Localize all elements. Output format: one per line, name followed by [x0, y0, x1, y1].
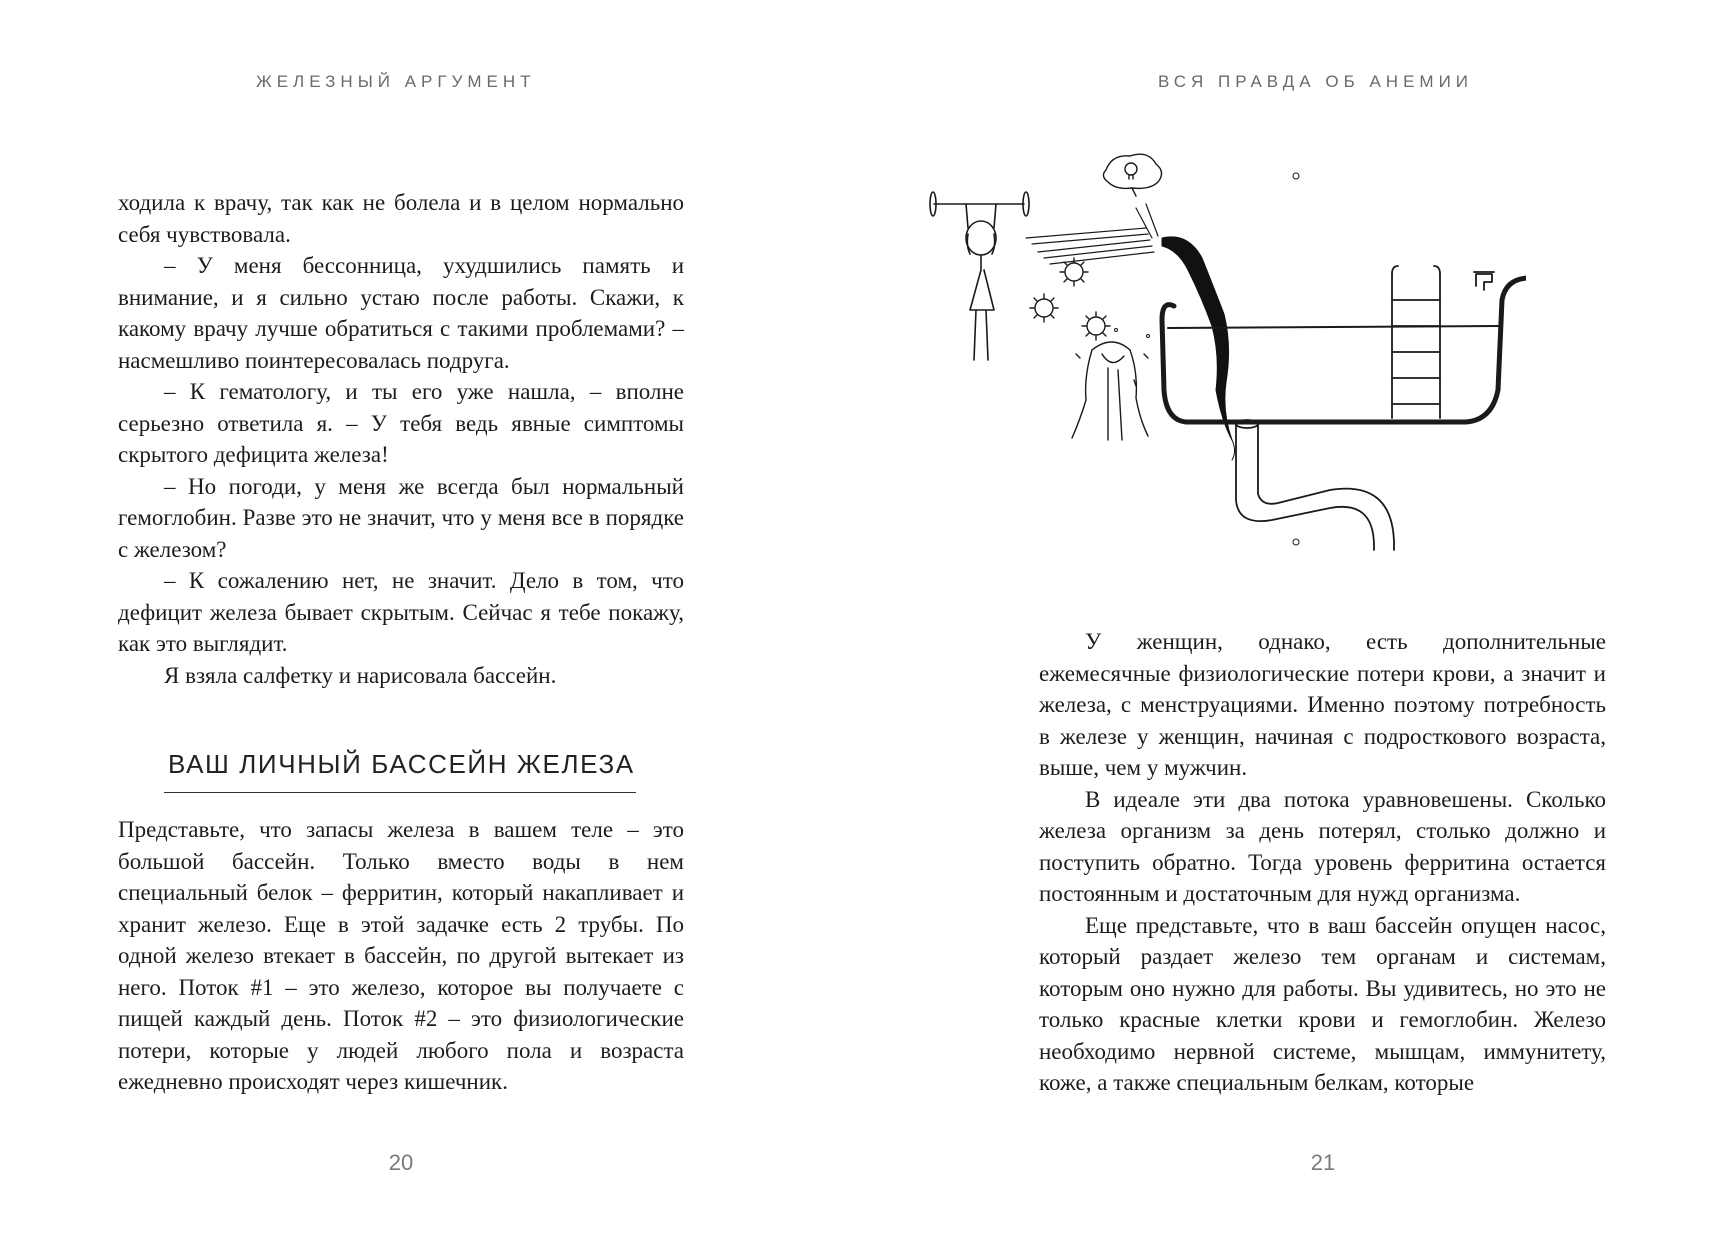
paragraph: Еще представьте, что в ваш бассейн опущен насос, который раздает железо тем органам и системам, которым оно нужно для работы. Вы удивитесь, но это не только красные клетки крови и гемоглобин. Железо необходимо нервной системе, мышцам, иммунитету, коже, а также специальным белкам, которые [1039, 912, 1606, 1095]
virus-cluster [1030, 258, 1110, 340]
left-text-top [118, 187, 684, 691]
iron-stream [1162, 237, 1235, 460]
running-head-right: ВСЯ ПРАВДА ОБ АНЕМИИ [1158, 72, 1474, 91]
paragraph: У женщин, однако, есть дополнительные ежемесячные физиологические потери крови, а значит и железа, с менструациями. Именно поэтому потребность в железе у женщин, начиная с подросткового возраста, выше, чем у мужчин. [1039, 629, 1606, 780]
brain-lightbulb [1103, 154, 1161, 196]
paragraph: – К сожалению нет, не значит. Дело в том, что дефицит железа бывает скрытым. Сейчас я тебе покажу, как это выглядит. [118, 568, 684, 656]
paragraph: ходила к врачу, так как не болела и в целом нормально себя чувствовала. [118, 190, 684, 247]
section-heading: ВАШ ЛИЧНЫЙ БАССЕЙН ЖЕЛЕЗА [168, 749, 635, 779]
right-text [1039, 626, 1606, 1099]
paragraph: Представьте, что запасы железа в вашем теле – это большой бассейн. Только вместо воды в нем специальный белок – ферритин, который накапливает и хранит железо. Еще в этой задачке есть 2 трубы. По одной железо втекает в бассейн, по другой вытекает из него. Поток #1 – это железо, которое вы получаете с пищей каждый день. Поток #2 – это физиологические потери, которые у людей любого пола и возраста ежедневно происходят через кишечник. [118, 817, 684, 1094]
pool-ladder [1392, 266, 1440, 418]
section-heading-rule [164, 792, 636, 793]
page-number-left: 20 [388, 1150, 414, 1175]
left-page [0, 0, 856, 1241]
paragraph: – К гематологу, и ты его уже нашла, – вполне серьезно ответила я. – У тебя ведь явные симптомы скрытого дефицита железа! [118, 379, 684, 467]
long-hair-figure [1072, 342, 1148, 440]
pool-illustration-icon [926, 150, 1526, 610]
running-head-left: ЖЕЛЕЗНЫЙ АРГУМЕНТ [256, 72, 536, 91]
left-text-bottom [118, 814, 684, 1098]
right-page [856, 0, 1713, 1241]
paragraph: В идеале эти два потока уравновешены. Сколько железа организм за день потерял, столько должно и поступить обратно. Тогда уровень ферритина остается постоянным и достаточным для нужд организма. [1039, 786, 1606, 906]
paragraph: – У меня бессонница, ухудшились память и внимание, и я сильно устаю после работы. Скажи, к какому врачу лучше обратиться с такими проблемами? – насмешливо поинтересовалась подруга. [118, 253, 684, 373]
page-number-right: 21 [1310, 1150, 1336, 1175]
paragraph: – Но погоди, у меня же всегда был нормальный гемоглобин. Разве это не значит, что у меня все в порядке с железом? [118, 473, 684, 562]
paragraph: Я взяла салфетку и нарисовала бассейн. [164, 662, 557, 688]
faucet [1474, 272, 1494, 290]
drain-pipe [1236, 420, 1394, 550]
weightlifter-figure [930, 192, 1029, 360]
spray-lines [1026, 204, 1158, 264]
